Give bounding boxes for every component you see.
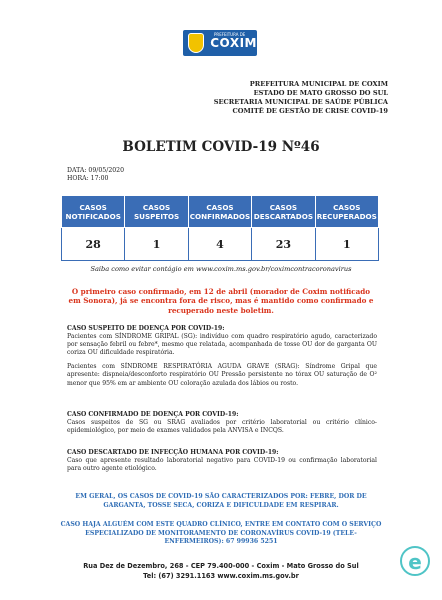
- cases-value-row: [62, 228, 379, 261]
- section-suspeito-title: CASO SUSPEITO DE DOENÇA POR COVID-19:: [67, 325, 225, 332]
- header-descartados: CASOS DESCARTADOS: [252, 196, 315, 228]
- section-confirmado-text: Casos suspeitos de SG ou SRAG avaliados por critério laboratorial ou critério clínico-epidemiológico, por meio de exames validados pela ANVISA e INCQS.: [67, 419, 377, 435]
- cases-header-row: [62, 196, 379, 228]
- header-line: SECRETARIA MUNICIPAL DE SAÚDE PÚBLICA: [213, 98, 388, 106]
- footer-contact: Tel: (67) 3291.1163 www.coxim.ms.gov.br: [143, 572, 299, 580]
- header-line: COMITÊ DE GESTÃO DE CRISE COVID-19: [232, 107, 388, 115]
- section-descartado-text: Caso que apresente resultado laboratorial negativo para COVID-19 ou confirmação laboratorial para outro agente etiológico.: [67, 457, 377, 473]
- contact-notice: CASO HAJA ALGUÉM COM ESTE QUADRO CLÍNICO, ENTRE EM CONTATO COM O SERVIÇO ESPECIALIZADO DE MONITORAMENTO DE CORONAVÍRUS COVID-19 (TELE-ENFERMEIROS): 67 99936 5251: [60, 521, 382, 546]
- header-line: PREFEITURA MUNICIPAL DE COXIM: [249, 80, 388, 88]
- bulletin-meta: [67, 167, 124, 183]
- header-recuperados: CASOS RECUPERADOS: [315, 196, 378, 228]
- prefeitura-logo: [183, 30, 257, 56]
- prevention-link-text: Saiba como evitar contágio em www.coxim.ms.gov.br/coximcontracoronavirus: [90, 265, 352, 273]
- page-footer: [0, 561, 442, 581]
- footer-address: Rua Dez de Dezembro, 268 - CEP 79.400-000 - Coxim - Mato Grosso do Sul: [83, 562, 359, 570]
- section-descartado: [67, 449, 377, 473]
- bulletin-date: DATA: 09/05/2020: [67, 167, 125, 174]
- symptoms-notice: EM GERAL, OS CASOS DE COVID-19 SÃO CARACTERIZADOS POR: FEBRE, DOR DE GARGANTA, TOSSE SECA, CORIZA E DIFICULDADE EM RESPIRAR.: [75, 493, 367, 509]
- value-confirmados: 4: [188, 228, 251, 261]
- header-line: ESTADO DE MATO GROSSO DO SUL: [253, 89, 388, 97]
- logo-prefix: PREFEITURA DE: [214, 32, 246, 37]
- institution-header: [214, 80, 388, 116]
- section-descartado-title: CASO DESCARTADO DE INFECÇÃO HUMANA POR COVID-19:: [67, 449, 279, 456]
- coat-of-arms-icon: [188, 33, 204, 53]
- header-notificados: CASOS NOTIFICADOS: [62, 196, 125, 228]
- value-suspeitos: 1: [125, 228, 188, 261]
- section-confirmado-title: CASO CONFIRMADO DE DOENÇA POR COVID-19:: [67, 411, 239, 418]
- first-case-alert: O primeiro caso confirmado, em 12 de abril (morador de Coxim notificado em Sonora), já se encontra fora de risco, mas é mantido como confirmado e recuperado neste boletim.: [68, 287, 374, 315]
- value-recuperados: 1: [315, 228, 378, 261]
- bulletin-time: HORA: 17:00: [67, 175, 109, 182]
- header-suspeitos: CASOS SUSPEITOS: [125, 196, 188, 228]
- logo-name: COXIM: [210, 36, 257, 50]
- header-confirmados: CASOS CONFIRMADOS: [188, 196, 251, 228]
- cases-table: [61, 195, 379, 261]
- value-notificados: 28: [62, 228, 125, 261]
- value-descartados: 23: [252, 228, 315, 261]
- section-suspeito-srag: Pacientes com SÍNDROME RESPIRATÓRIA AGUDA GRAVE (SRAG): Síndrome Gripal que apresente: dispneia/desconforto respiratório OU Pressão persistente no tórax OU saturação de O² menor que 95% em ar ambiente OU coloração azulada dos lábios ou rosto.: [67, 363, 377, 387]
- section-suspeito-sg: Pacientes com SÍNDROME GRIPAL (SG): indivíduo com quadro respiratório agudo, caracterizado por sensação febril ou febre*, mesmo que relatada, acompanhada de tosse OU dor de garganta OU coriza OU dificuldade respiratória.: [67, 333, 377, 357]
- bulletin-title: BOLETIM COVID-19 Nº46: [122, 139, 320, 155]
- section-confirmado: [67, 411, 377, 435]
- watermark-e-icon: e: [400, 546, 430, 576]
- section-suspeito: [67, 325, 377, 388]
